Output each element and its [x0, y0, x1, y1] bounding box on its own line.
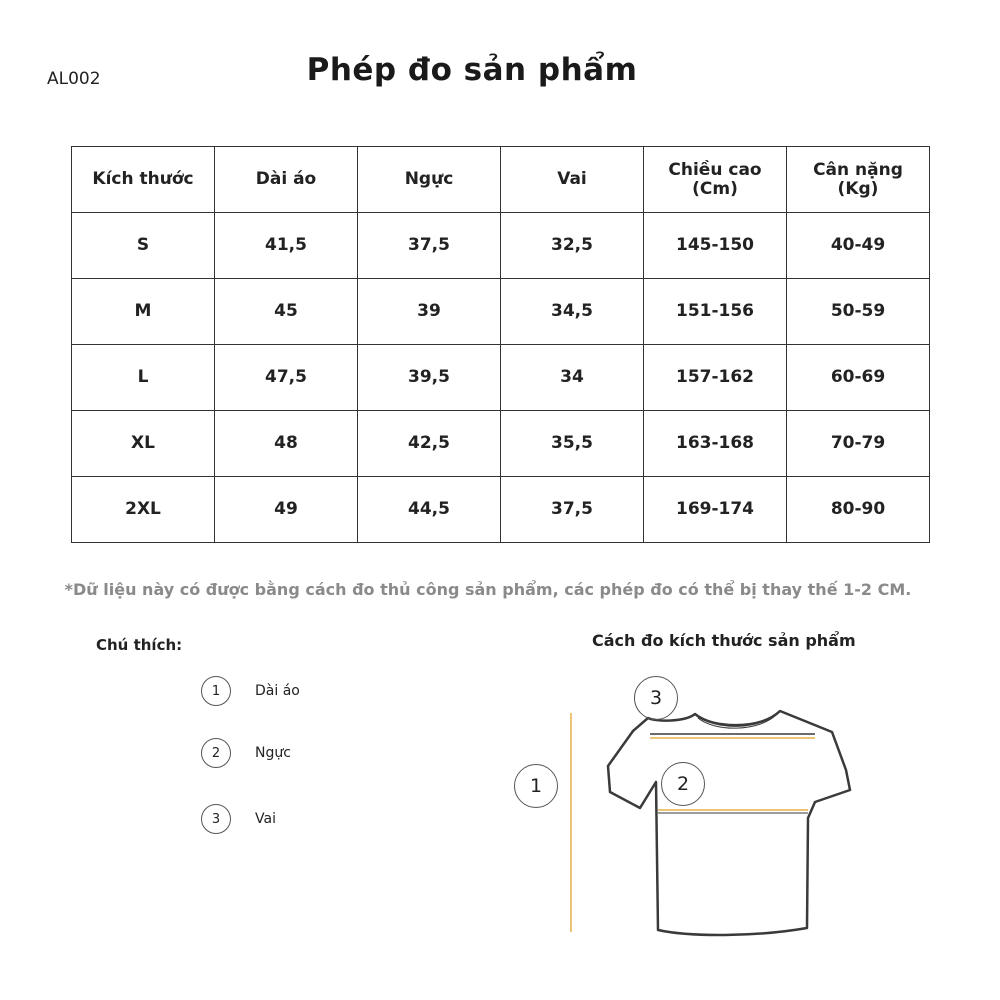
legend-item-length	[201, 675, 300, 707]
legend-label: Vai	[255, 811, 276, 827]
table-cell: 50-59	[787, 279, 930, 345]
table-cell: 145-150	[644, 213, 787, 279]
table-cell: 163-168	[644, 411, 787, 477]
table-cell: 34	[501, 345, 644, 411]
header-shoulder: Vai	[501, 147, 644, 213]
table-cell: 35,5	[501, 411, 644, 477]
table-cell: 47,5	[215, 345, 358, 411]
size-table	[71, 146, 930, 543]
number-circle-icon: 3	[201, 804, 231, 834]
table-cell: 49	[215, 477, 358, 543]
table-cell: 80-90	[787, 477, 930, 543]
table-header-row	[72, 147, 930, 213]
diagram-title: Cách đo kích thước sản phẩm	[592, 631, 856, 650]
table-cell: XL	[72, 411, 215, 477]
header-length: Dài áo	[215, 147, 358, 213]
table-row	[72, 345, 930, 411]
header-weight: Cân nặng (Kg)	[787, 147, 930, 213]
measurement-note: *Dữ liệu này có được bằng cách đo thủ công sản phẩm, các phép đo có thể bị thay thế 1-2 CM.	[64, 580, 912, 599]
table-row	[72, 411, 930, 477]
table-cell: 40-49	[787, 213, 930, 279]
table-cell: M	[72, 279, 215, 345]
marker-length-icon: 1	[514, 764, 558, 808]
table-cell: 37,5	[501, 477, 644, 543]
legend-label: Dài áo	[255, 683, 300, 699]
header-size: Kích thước	[72, 147, 215, 213]
page-title: Phép đo sản phẩm	[306, 52, 638, 88]
marker-shoulder-icon: 3	[634, 676, 678, 720]
table-cell: 44,5	[358, 477, 501, 543]
table-row	[72, 477, 930, 543]
table-cell: 45	[215, 279, 358, 345]
table-cell: 2XL	[72, 477, 215, 543]
table-row	[72, 213, 930, 279]
table-cell: 169-174	[644, 477, 787, 543]
table-cell: 34,5	[501, 279, 644, 345]
table-cell: 42,5	[358, 411, 501, 477]
legend-title: Chú thích:	[96, 636, 183, 654]
table-cell: 39,5	[358, 345, 501, 411]
tshirt-collar	[695, 711, 780, 725]
table-cell: 41,5	[215, 213, 358, 279]
product-code: AL002	[47, 69, 101, 89]
table-cell: 60-69	[787, 345, 930, 411]
table-cell: 37,5	[358, 213, 501, 279]
table-cell: 70-79	[787, 411, 930, 477]
marker-chest-icon: 2	[661, 762, 705, 806]
table-cell: 48	[215, 411, 358, 477]
legend-label: Ngực	[255, 745, 291, 761]
legend-item-chest	[201, 737, 291, 769]
tshirt-body	[608, 711, 850, 935]
table-cell: 39	[358, 279, 501, 345]
number-circle-icon: 1	[201, 676, 231, 706]
table-cell: 157-162	[644, 345, 787, 411]
table-row	[72, 279, 930, 345]
header-chest: Ngực	[358, 147, 501, 213]
number-circle-icon: 2	[201, 738, 231, 768]
header-height: Chiều cao (Cm)	[644, 147, 787, 213]
table-cell: S	[72, 213, 215, 279]
legend-item-shoulder	[201, 803, 276, 835]
tshirt-outline-icon	[510, 670, 890, 960]
table-cell: 151-156	[644, 279, 787, 345]
table-cell: 32,5	[501, 213, 644, 279]
table-cell: L	[72, 345, 215, 411]
